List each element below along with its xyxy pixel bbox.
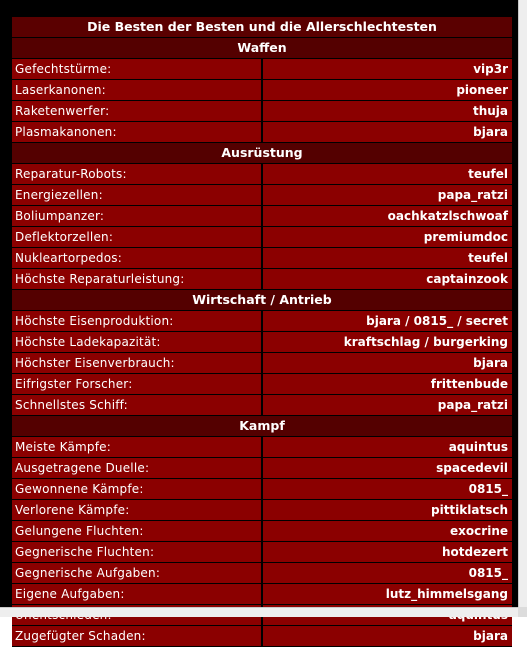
player-name: teufel <box>262 248 512 269</box>
player-name: frittenbude <box>262 374 512 395</box>
player-name: lutz_himmelsgang <box>262 584 512 605</box>
player-name: premiumdoc <box>262 227 512 248</box>
table-row <box>12 332 512 353</box>
table-row <box>12 80 512 101</box>
table-row <box>12 227 512 248</box>
table-row <box>12 185 512 206</box>
stat-label: Plasmakanonen: <box>12 122 262 143</box>
player-name: exocrine <box>262 521 512 542</box>
player-name: aquintus <box>262 437 512 458</box>
player-name: kraftschlag / burgerking <box>262 332 512 353</box>
table-row <box>12 563 512 584</box>
table-row <box>12 269 512 290</box>
table-row <box>12 311 512 332</box>
stat-label: Höchste Reparaturleistung: <box>12 269 262 290</box>
section-header-row <box>12 416 512 437</box>
table-row <box>12 521 512 542</box>
table-row <box>12 626 512 647</box>
table-row <box>12 458 512 479</box>
player-name: 0815_ <box>262 479 512 500</box>
player-name: vip3r <box>262 59 512 80</box>
stat-label: Schnellstes Schiff: <box>12 395 262 416</box>
table-row <box>12 206 512 227</box>
section-header-row <box>12 38 512 59</box>
stat-label: Gegnerische Aufgaben: <box>12 563 262 584</box>
player-name: bjara <box>262 122 512 143</box>
stat-label: Höchste Ladekapazität: <box>12 332 262 353</box>
player-name: thuja <box>262 101 512 122</box>
table-row <box>12 479 512 500</box>
stat-label: Reparatur-Robots: <box>12 164 262 185</box>
leaderboard-table <box>12 17 512 647</box>
player-name: papa_ratzi <box>262 185 512 206</box>
table-title-row <box>12 17 512 38</box>
stat-label: Gelungene Fluchten: <box>12 521 262 542</box>
player-name: bjara <box>262 626 512 647</box>
table-title: Die Besten der Besten und die Allerschlechtesten <box>12 17 512 38</box>
table-row <box>12 500 512 521</box>
table-row <box>12 437 512 458</box>
stat-label: Deflektorzellen: <box>12 227 262 248</box>
section-header-row <box>12 143 512 164</box>
player-name: hotdezert <box>262 542 512 563</box>
stat-label: Raketenwerfer: <box>12 101 262 122</box>
table-row <box>12 584 512 605</box>
section-title: Waffen <box>12 38 512 59</box>
section-title: Wirtschaft / Antrieb <box>12 290 512 311</box>
stat-label: Eifrigster Forscher: <box>12 374 262 395</box>
player-name: 0815_ <box>262 563 512 584</box>
section-title: Kampf <box>12 416 512 437</box>
table-row <box>12 542 512 563</box>
table-row <box>12 248 512 269</box>
stat-label: Ausgetragene Duelle: <box>12 458 262 479</box>
table-row <box>12 122 512 143</box>
stat-label: Verlorene Kämpfe: <box>12 500 262 521</box>
vertical-scrollbar[interactable] <box>518 0 527 607</box>
player-name: pittiklatsch <box>262 500 512 521</box>
stat-label: Höchste Eisenproduktion: <box>12 311 262 332</box>
player-name: oachkatzlschwoaf <box>262 206 512 227</box>
horizontal-scrollbar[interactable] <box>0 607 527 617</box>
scrollbar-corner <box>518 607 527 617</box>
player-name: papa_ratzi <box>262 395 512 416</box>
player-name: pioneer <box>262 80 512 101</box>
table-row <box>12 353 512 374</box>
stat-label: Gewonnene Kämpfe: <box>12 479 262 500</box>
stat-label: Eigene Aufgaben: <box>12 584 262 605</box>
stat-label: Energiezellen: <box>12 185 262 206</box>
stat-label: Gegnerische Fluchten: <box>12 542 262 563</box>
table-row <box>12 374 512 395</box>
table-row <box>12 59 512 80</box>
player-name: teufel <box>262 164 512 185</box>
stat-label: Meiste Kämpfe: <box>12 437 262 458</box>
stat-label: Höchster Eisenverbrauch: <box>12 353 262 374</box>
table-row <box>12 164 512 185</box>
section-title: Ausrüstung <box>12 143 512 164</box>
stat-label: Laserkanonen: <box>12 80 262 101</box>
stat-label: Gefechtstürme: <box>12 59 262 80</box>
table-row <box>12 101 512 122</box>
player-name: bjara <box>262 353 512 374</box>
stat-label: Boliumpanzer: <box>12 206 262 227</box>
stat-label: Nukleartorpedos: <box>12 248 262 269</box>
table-row <box>12 395 512 416</box>
player-name: captainzook <box>262 269 512 290</box>
player-name: spacedevil <box>262 458 512 479</box>
stat-label: Zugefügter Schaden: <box>12 626 262 647</box>
section-header-row <box>12 290 512 311</box>
player-name: bjara / 0815_ / secret <box>262 311 512 332</box>
